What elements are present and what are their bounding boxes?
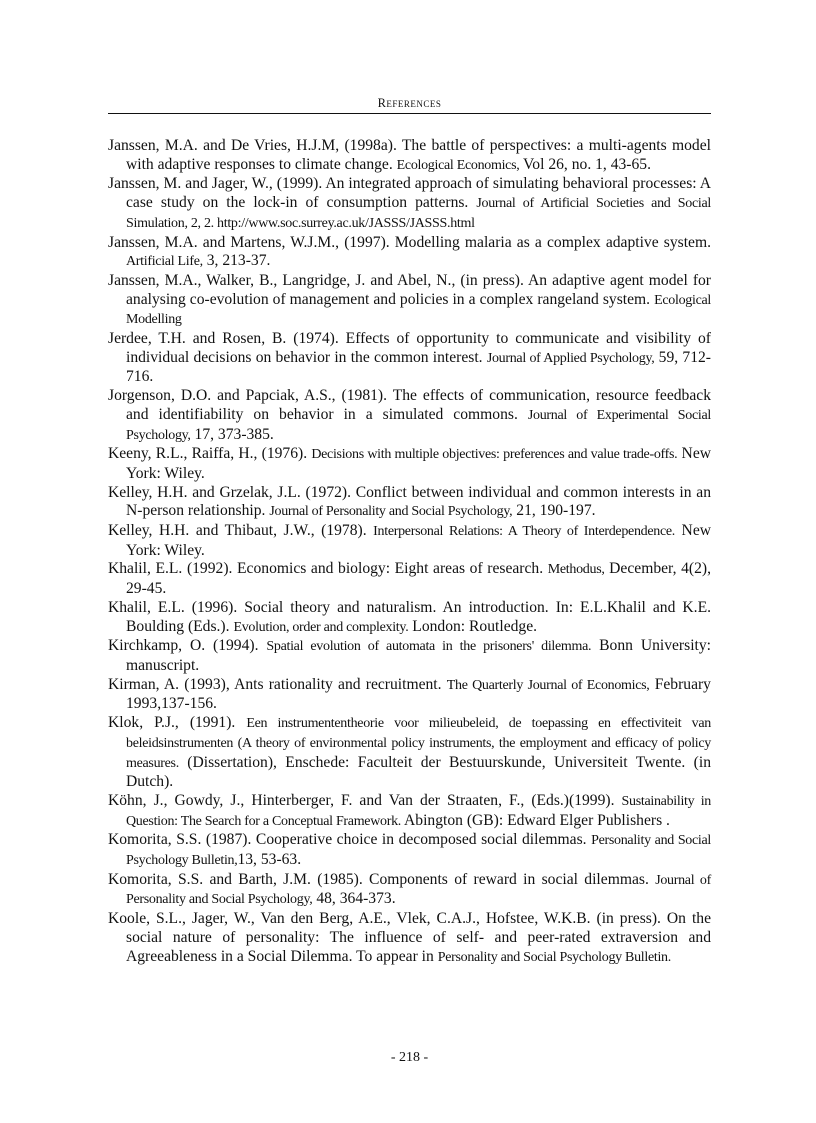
reference-source: Evolution, order and complexity. [233, 619, 409, 635]
reference-details: 3, 213-37. [202, 252, 271, 270]
reference-details: 48, 364-373. [312, 890, 396, 908]
reference-source: Personality and Social Psychology Bulletin. [437, 949, 671, 965]
reference-text: Janssen, M. and Jager, W., (1999). An integrated approach of simulating behavioral processes: A case study on the lock-in of consumption patterns. [108, 175, 711, 212]
reference-details: 13, 53-63. [237, 851, 302, 869]
reference-source: Spatial evolution of automata in the prisoners' dilemma. [266, 639, 592, 655]
reference-source: Journal of Personality and Social Psychology, [269, 504, 513, 520]
reference-text: Kirman, A. (1993), Ants rationality and recruitment. [108, 675, 442, 693]
reference-text: Klok, P.J., (1991). [108, 714, 236, 732]
reference-list [108, 137, 711, 967]
reference-details: New York: Wiley. [126, 445, 712, 482]
reference-details: Bonn University: manuscript. [126, 637, 711, 674]
reference-entry [108, 676, 711, 714]
reference-entry [108, 714, 711, 792]
reference-entry [108, 234, 711, 272]
reference-entry [108, 831, 711, 870]
reference-entry [108, 272, 711, 330]
reference-details: Vol 26, no. 1, 43-65. [519, 155, 651, 173]
reference-entry [108, 910, 711, 967]
reference-text: Khalil, E.L. (1996). Social theory and naturalism. An introduction. In: E.L.Khalil and K.E. Boulding (Eds.). [108, 598, 711, 635]
reference-entry [108, 330, 711, 387]
reference-entry [108, 175, 711, 233]
reference-entry [108, 637, 711, 675]
reference-entry [108, 871, 711, 910]
reference-details: February 1993,137-156. [126, 675, 711, 713]
reference-details: (Dissertation), Enschede: Faculteit der Bestuurskunde, Universiteit Twente. (in Dutch). [126, 753, 711, 791]
reference-source: Artificial Life, [126, 254, 203, 270]
reference-details: 21, 190-197. [512, 502, 596, 520]
reference-text: Kelley, H.H. and Thibaut, J.W., (1978). [108, 522, 367, 540]
reference-text: Kelley, H.H. and Grzelak, J.L. (1972). Conflict between individual and common interests in an N-person relationship. [108, 483, 711, 520]
reference-text: Khalil, E.L. (1992). Economics and biology: Eight areas of research. [108, 560, 544, 578]
reference-text: Köhn, J., Gowdy, J., Hinterberger, F. and Van der Straaten, F., (Eds.)(1999). [108, 791, 615, 809]
reference-entry [108, 599, 711, 637]
reference-entry [108, 792, 711, 831]
reference-source: Een instrumententheorie voor milieubeleid, de toepassing en effectiviteit van beleidsinstrumenten (A theory of environmental policy instruments, the employment and efficacy of policy measures. [126, 716, 711, 771]
reference-source: Interpersonal Relations: A Theory of Interdependence. [373, 524, 676, 540]
reference-text: Kirchkamp, O. (1994). [108, 637, 259, 655]
reference-source: Ecological Economics, [396, 157, 520, 173]
header-rule [108, 113, 711, 114]
reference-text: Komorita, S.S. (1987). Cooperative choice in decomposed social dilemmas. [108, 831, 587, 849]
reference-source: Decisions with multiple objectives: preferences and value trade-offs. [311, 447, 678, 463]
reference-entry [108, 522, 711, 560]
reference-source: Ecological Modelling [126, 292, 711, 328]
reference-text: Janssen, M.A. and De Vries, H.J.M, (1998a). The battle of perspectives: a multi-agents model with adaptive responses to climate change. [108, 137, 711, 173]
reference-details: Abington (GB): Edward Elger Publishers . [400, 811, 670, 829]
reference-entry [108, 484, 711, 522]
reference-source: The Quarterly Journal of Economics, [446, 677, 650, 693]
reference-source: Methodus, [547, 562, 605, 578]
reference-source: Journal of Experimental Social Psychology, [126, 407, 711, 443]
reference-text: Komorita, S.S. and Barth, J.M. (1985). Components of reward in social dilemmas. [108, 870, 649, 888]
reference-entry [108, 445, 711, 483]
reference-source: Journal of Artificial Societies and Social Simulation, 2, 2. http://www.soc.surrey.ac.uk/JASSS/JASSS.html [126, 196, 711, 231]
reference-source: Journal of Personality and Social Psychology, [126, 872, 711, 908]
reference-details: December, 4(2), 29-45. [126, 560, 712, 598]
reference-text: Koole, S.L., Jager, W., Van den Berg, A.E., Vlek, C.A.J., Hofstee, W.K.B. (in press). On the social nature of personality: The influence of self- and peer-rated extraversion and Agreeableness in a Social Dilemma. To appear in [108, 910, 711, 965]
reference-text: Keeny, R.L., Raiffa, H., (1976). [108, 445, 308, 463]
reference-text: Jerdee, T.H. and Rosen, B. (1974). Effects of opportunity to communicate and visibility of individual decisions on behavior in the common interest. [108, 330, 711, 366]
reference-entry [108, 137, 711, 175]
reference-source: Sustainability in Question: The Search for a Conceptual Framework. [126, 793, 711, 829]
reference-entry [108, 560, 711, 598]
reference-details: London: Routledge. [408, 617, 538, 635]
reference-text: Janssen, M.A., Walker, B., Langridge, J. and Abel, N., (in press). An adaptive agent model for analysing co-evolution of management and policies in a complex rangeland system. [108, 271, 711, 308]
document-page [108, 0, 711, 1123]
reference-details: 59, 712-716. [126, 348, 711, 386]
reference-source: Journal of Applied Psychology, [486, 350, 655, 366]
reference-text: Janssen, M.A. and Martens, W.J.M., (1997). Modelling malaria as a complex adaptive system. [108, 233, 711, 251]
reference-details: New York: Wiley. [126, 522, 711, 559]
reference-entry [108, 387, 711, 445]
running-header: References [377, 96, 442, 110]
reference-details: 17, 373-385. [190, 425, 274, 443]
reference-text: Jorgenson, D.O. and Papciak, A.S., (1981). The effects of communication, resource feedback and identifiability on behavior in a simulated commons. [108, 387, 711, 423]
reference-source: Personality and Social Psychology Bulletin, [126, 833, 712, 869]
page-number: - 218 - [390, 1050, 429, 1065]
